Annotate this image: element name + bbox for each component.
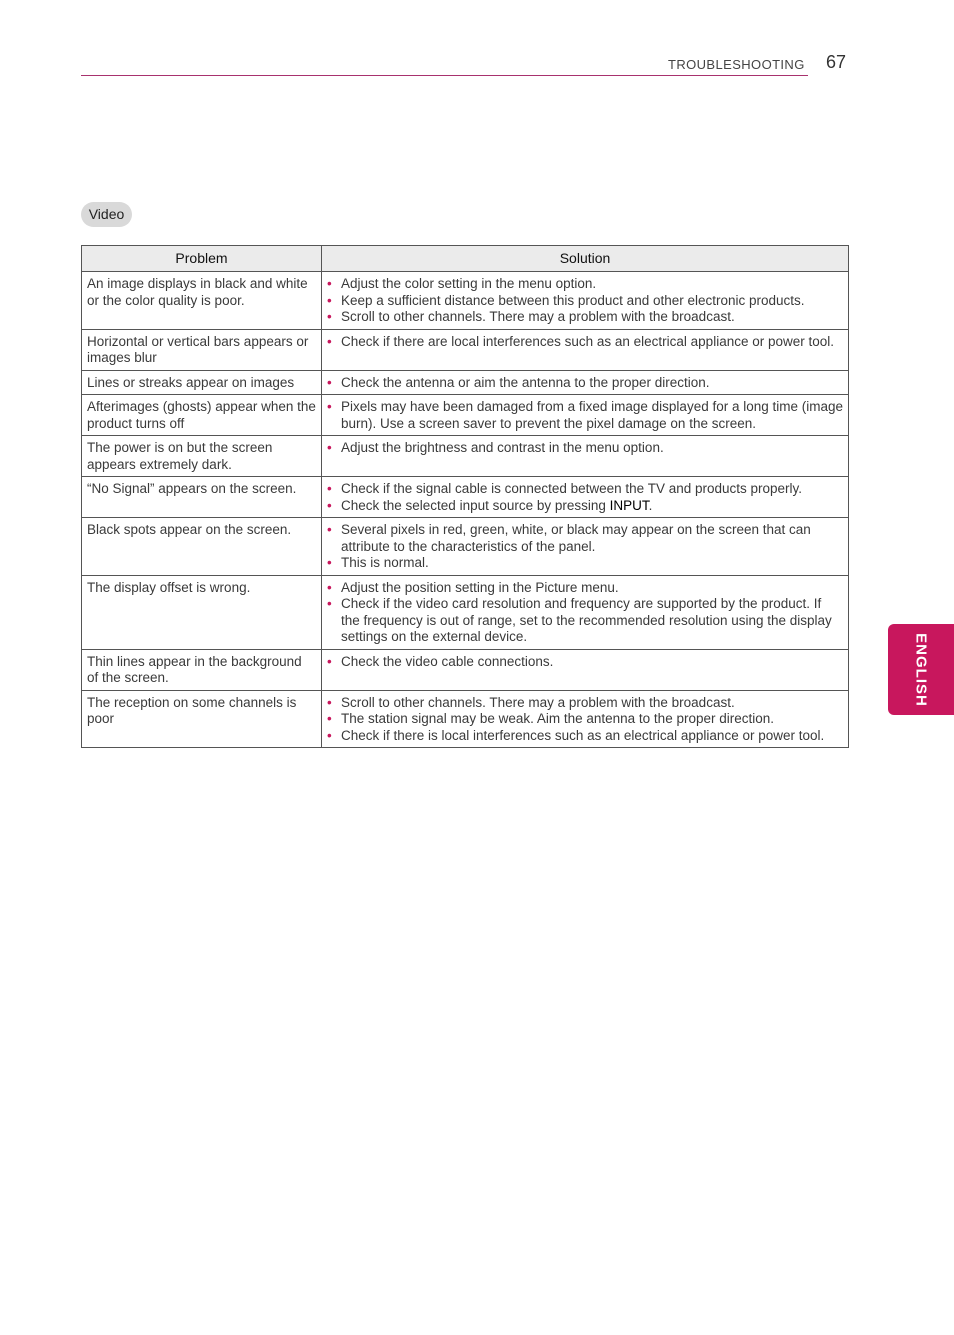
section-pill-video: Video xyxy=(81,202,132,227)
solution-cell xyxy=(322,272,849,330)
solution-cell xyxy=(322,329,849,370)
solution-list xyxy=(327,580,843,646)
solution-cell xyxy=(322,690,849,748)
solution-list xyxy=(327,522,843,572)
solution-item: • This is normal. xyxy=(327,555,843,572)
solution-cell xyxy=(322,575,849,649)
table-row xyxy=(82,395,849,436)
problem-cell: “No Signal” appears on the screen. xyxy=(82,477,322,518)
solution-item: • Check the video cable connections. xyxy=(327,654,843,671)
solution-text-end: . xyxy=(648,497,653,513)
problem-cell: Afterimages (ghosts) appear when the product turns off xyxy=(82,395,322,436)
solution-item: • Adjust the brightness and contrast in the menu option. xyxy=(327,440,843,457)
page-number: 67 xyxy=(826,52,847,72)
solution-cell xyxy=(322,477,849,518)
solution-item: • The station signal may be weak. Aim the antenna to the proper direction. xyxy=(327,711,843,728)
solution-list xyxy=(327,399,843,432)
solution-item: • Pixels may have been damaged from a fixed image displayed for a long time (image burn). Use a screen saver to prevent the pixel damage on the screen. xyxy=(327,399,843,432)
solution-item: • Scroll to other channels. There may a problem with the broadcast. xyxy=(327,695,843,712)
column-header-solution: Solution xyxy=(322,246,849,272)
solution-text: Check the selected input source by pressing xyxy=(341,497,610,513)
table-row xyxy=(82,370,849,395)
table-body xyxy=(82,272,849,748)
solution-item: • Check if the signal cable is connected between the TV and products properly. xyxy=(327,481,843,498)
table-row xyxy=(82,649,849,690)
language-tab-label: ENGLISH xyxy=(912,633,930,707)
problem-cell: Black spots appear on the screen. xyxy=(82,518,322,576)
solution-item: • Several pixels in red, green, white, or black may appear on the screen that can attribute to the characteristics of the panel. xyxy=(327,522,843,555)
section-title: TROUBLESHOOTING xyxy=(668,57,805,72)
solution-item: • Adjust the color setting in the menu option. xyxy=(327,276,843,293)
problem-cell: The power is on but the screen appears extremely dark. xyxy=(82,436,322,477)
problem-cell: The reception on some channels is poor xyxy=(82,690,322,748)
troubleshooting-table xyxy=(81,245,849,748)
problem-cell: Lines or streaks appear on images xyxy=(82,370,322,395)
solution-item: • Adjust the position setting in the Picture menu. xyxy=(327,580,843,597)
language-tab xyxy=(888,624,954,715)
solution-cell xyxy=(322,518,849,576)
solution-list xyxy=(327,276,843,326)
solution-list xyxy=(327,375,843,392)
solution-item: • Scroll to other channels. There may a problem with the broadcast. xyxy=(327,309,843,326)
solution-item: • Check if there is local interferences such as an electrical appliance or power tool. xyxy=(327,728,843,745)
solution-cell xyxy=(322,436,849,477)
table-row xyxy=(82,329,849,370)
solution-cell xyxy=(322,395,849,436)
solution-list xyxy=(327,481,843,514)
problem-cell: An image displays in black and white or the color quality is poor. xyxy=(82,272,322,330)
solution-item: • Check if the video card resolution and frequency are supported by the product. If the frequency is out of range, set to the recommended resolution using the display settings on the external device. xyxy=(327,596,843,646)
solution-list xyxy=(327,654,843,671)
solution-item: • Check if there are local interferences such as an electrical appliance or power tool. xyxy=(327,334,843,351)
table-row xyxy=(82,518,849,576)
column-header-problem: Problem xyxy=(82,246,322,272)
header-divider xyxy=(81,75,808,76)
table-row xyxy=(82,272,849,330)
solution-item xyxy=(327,498,843,515)
problem-cell: Thin lines appear in the background of the screen. xyxy=(82,649,322,690)
solution-list xyxy=(327,334,843,351)
input-button-name: INPUT xyxy=(609,497,649,513)
table-row xyxy=(82,575,849,649)
solution-item: • Keep a sufficient distance between this product and other electronic products. xyxy=(327,293,843,310)
solution-list xyxy=(327,440,843,457)
solution-list xyxy=(327,695,843,745)
problem-cell: Horizontal or vertical bars appears or images blur xyxy=(82,329,322,370)
solution-item: • Check the antenna or aim the antenna to the proper direction. xyxy=(327,375,843,392)
table-row xyxy=(82,477,849,518)
table-row xyxy=(82,436,849,477)
solution-cell xyxy=(322,370,849,395)
table-header-row xyxy=(82,246,849,272)
table-row xyxy=(82,690,849,748)
solution-cell xyxy=(322,649,849,690)
problem-cell: The display offset is wrong. xyxy=(82,575,322,649)
